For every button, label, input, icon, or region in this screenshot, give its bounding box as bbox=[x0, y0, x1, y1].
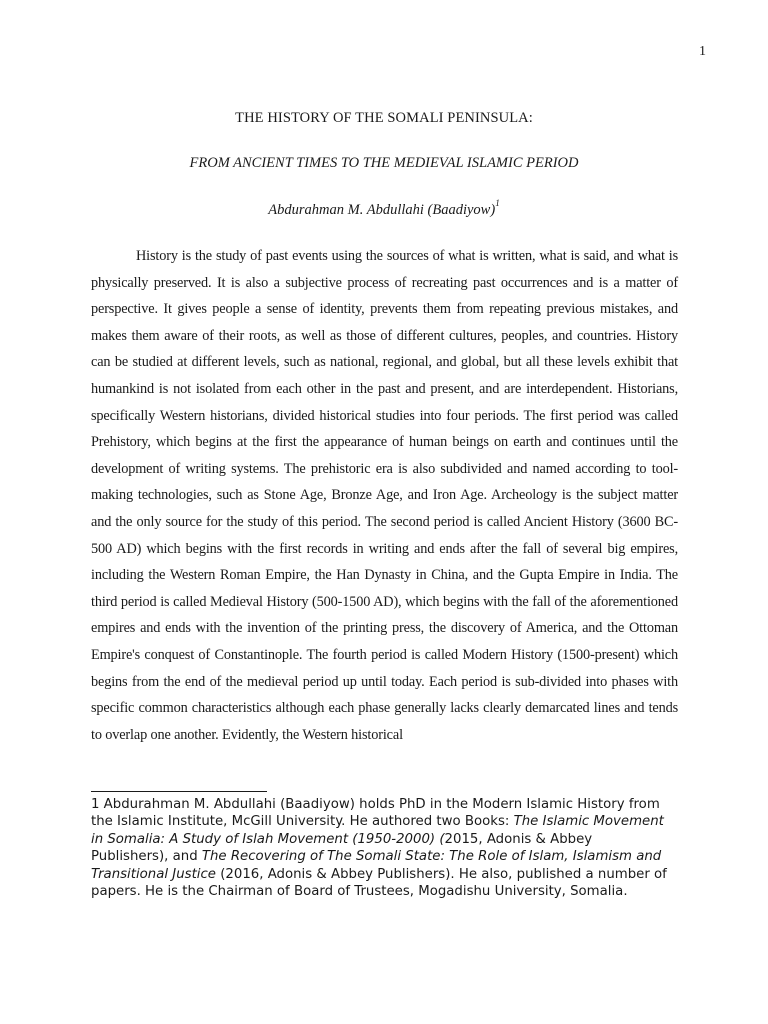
author-name: Abdurahman M. Abdullahi (Baadiyow) bbox=[268, 201, 496, 218]
page-number: 1 bbox=[699, 44, 706, 59]
footnote-text-part1: 1 Abdurahman M. Abdullahi (Baadiyow) holds PhD in the Modern Islamic History from the Islamic Institute, McGill University. He authored two Books: bbox=[91, 797, 660, 830]
footnote-text-part2: 2015, Adonis & Abbey Publishers), and bbox=[91, 831, 593, 865]
footnote bbox=[91, 796, 671, 900]
body-paragraph: History is the study of past events using the sources of what is written, what is said, and what is physically preserved. It is also a subjective process of recreating past occurrences and is a matter of perspective. It gives people a sense of identity, prevents them from repeating previous mistakes, and makes them aware of their roots, as well as those of different cultures, peoples, and countries. History can be studied at different levels, such as national, regional, and global, but all these levels exhibit that humankind is not isolated from each other in the past and present, and are interdependent. Historians, specifically Western historians, divided historical studies into four periods. The first period was called Prehistory, which begins at the first the appearance of human beings on earth and continues until the development of writing systems. The prehistoric era is also subdivided and named according to tool-making technologies, such as Stone Age, Bronze Age, and Iron Age. Archeology is the subject matter and the only source for the study of this period. The second period is called Ancient History (3600 BC-500 AD) which begins with the first records in writing and ends after the fall of several big empires, including the Western Roman Empire, the Han Dynasty in China, and the Gupta Empire in India. The third period is called Medieval History (500-1500 AD), which begins with the fall of the aforementioned empires and ends with the invention of the printing press, the discovery of America, and the Ottoman Empire's conquest of Constantinople. The fourth period is called Modern History (1500-present) which begins from the end of the medieval period up until today. Each period is sub-divided into phases with specific common characteristics although each phase generally lacks clearly demarcated lines and tends to overlap one another. Evidently, the Western historical bbox=[91, 248, 678, 743]
footnote-separator bbox=[91, 791, 267, 792]
footnote-marker[interactable]: 1 bbox=[495, 198, 500, 208]
author-line bbox=[0, 200, 768, 219]
document-subtitle: FROM ANCIENT TIMES TO THE MEDIEVAL ISLAMIC PERIOD bbox=[189, 155, 579, 171]
footnote-text-part3: (2016, Adonis & Abbey Publishers). He also, published a number of papers. He is the Chairman of Board of Trustees, Mogadishu University, Somalia. bbox=[91, 866, 667, 900]
document-title: THE HISTORY OF THE SOMALI PENINSULA: bbox=[235, 110, 533, 126]
footnote-book1-title: The Islamic Movement in Somalia: A Study of Islah Movement (1950-2000) ( bbox=[91, 814, 664, 847]
footnote-book2-title: The Recovering of The Somali State: The Role of Islam, Islamism and Transitional Justice bbox=[91, 849, 662, 882]
